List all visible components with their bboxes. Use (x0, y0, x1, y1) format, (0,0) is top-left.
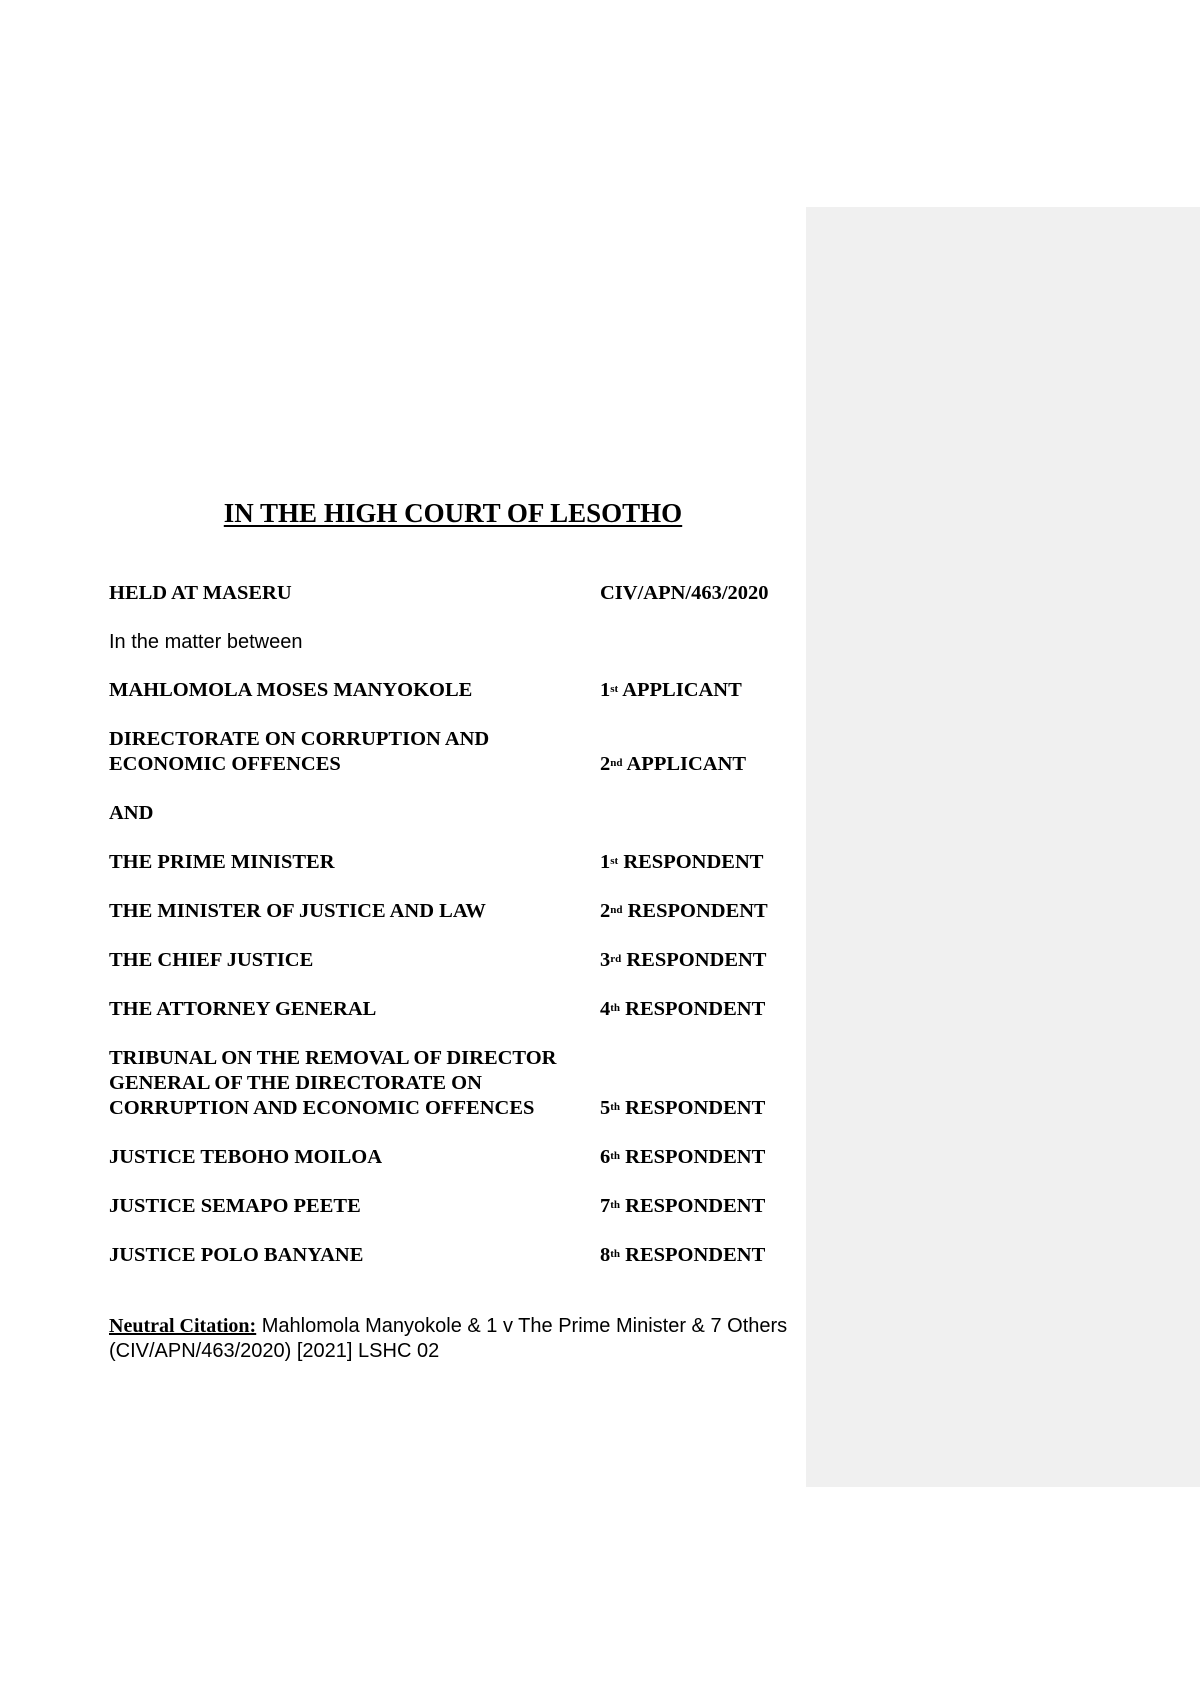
party-role: 8th RESPONDENT (600, 1244, 766, 1266)
party-role: 7th RESPONDENT (600, 1195, 766, 1217)
citation-text: Mahlomola Manyokole & 1 v The Prime Minister & 7 Others (CIV/APN/463/2020) [2021] LSHC 02 (109, 1315, 788, 1362)
party-name: THE MINISTER OF JUSTICE AND LAW (109, 900, 486, 922)
page-title: IN THE HIGH COURT OF LESOTHO (223, 498, 683, 528)
party-role: 5th RESPONDENT (600, 1097, 766, 1119)
party-role: 2nd RESPONDENT (600, 900, 768, 922)
party-name: THE PRIME MINISTER (109, 851, 335, 873)
case-number: CIV/APN/463/2020 (600, 582, 769, 604)
party-name: JUSTICE POLO BANYANE (109, 1244, 364, 1266)
party-name: JUSTICE TEBOHO MOILOA (109, 1146, 383, 1168)
party-name: THE CHIEF JUSTICE (109, 949, 314, 971)
party-name: THE ATTORNEY GENERAL (109, 998, 377, 1020)
citation-label: Neutral Citation: (109, 1315, 257, 1337)
party-name: DIRECTORATE ON CORRUPTION AND ECONOMIC OFFENCES (109, 728, 490, 775)
party-role: 1st RESPONDENT (600, 851, 764, 873)
party-role: 2nd APPLICANT (600, 753, 747, 775)
party-name: JUSTICE SEMAPO PEETE (109, 1195, 361, 1217)
party-name: MAHLOMOLA MOSES MANYOKOLE (109, 679, 473, 701)
held-at-label: HELD AT MASERU (109, 582, 292, 604)
party-role: 6th RESPONDENT (600, 1146, 766, 1168)
comment-pane (806, 207, 1200, 1487)
party-role: 4th RESPONDENT (600, 998, 766, 1020)
neutral-citation (109, 1314, 809, 1364)
party-role: 3rd RESPONDENT (600, 949, 767, 971)
party-role: 1st APPLICANT (600, 679, 742, 701)
matter-intro: In the matter between (109, 631, 303, 653)
party-name: TRIBUNAL ON THE REMOVAL OF DIRECTOR GENERAL OF THE DIRECTORATE ON CORRUPTION AND ECONOMIC OFFENCES (109, 1047, 557, 1119)
